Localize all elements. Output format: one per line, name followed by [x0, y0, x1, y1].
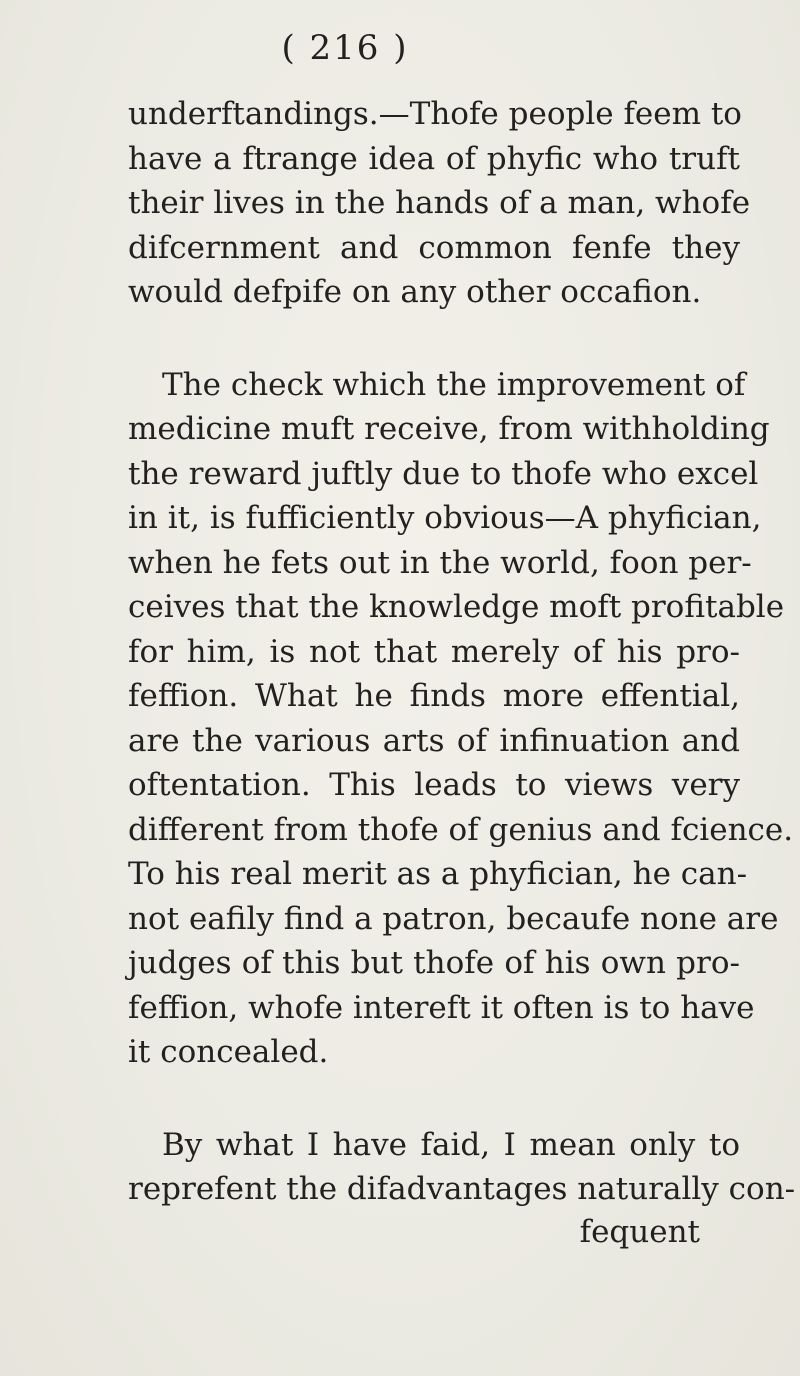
text-line: By what I have faid, I mean only to: [162, 1126, 740, 1163]
text-line: oftentation. This leads to views very: [128, 767, 740, 803]
text-line: feffion. What he finds more effential,: [128, 678, 740, 714]
text-line: reprefent the difadvantages naturally con-: [128, 1171, 796, 1207]
text-line: the reward juftly due to thofe who excel: [128, 455, 759, 492]
text-line: not eafily find a patron, becaufe none are: [128, 900, 779, 937]
paragraph-2: [128, 363, 794, 1075]
text-line: difcernment and common fenfe they: [128, 229, 740, 266]
text-line: judges of this but thofe of his own pro-: [128, 945, 740, 981]
text-line: The check which the improvement of: [162, 366, 746, 403]
text-line: it concealed.: [128, 1034, 329, 1070]
body-text: [128, 92, 796, 1254]
paragraph-1: [128, 92, 751, 315]
text-line: are the various arts of infinuation and: [128, 722, 740, 759]
text-line: would defpife on any other occafion.: [128, 274, 702, 310]
catchword: fequent: [579, 1213, 700, 1250]
text-line: their lives in the hands of a man, whofe: [128, 185, 751, 221]
text-line: in it, is fufficiently obvious—A phyfician,: [128, 500, 762, 536]
text-line: different from thofe of genius and fcience.: [128, 811, 794, 848]
page-number: ( 216 ): [281, 28, 409, 68]
text-line: when he fets out in the world, foon per-: [128, 544, 752, 581]
text-line: have a ftrange idea of phyfic who truft: [128, 140, 740, 177]
text-line: To his real merit as a phyfician, he can-: [128, 856, 748, 892]
text-line: underftandings.—Thofe people feem to: [128, 96, 742, 132]
text-line: ceives that the knowledge moft profitable: [128, 589, 785, 625]
text-line: feffion, whofe intereft it often is to have: [128, 989, 755, 1026]
text-line: for him, is not that merely of his pro-: [128, 633, 740, 670]
text-line: medicine muft receive, from withholding: [128, 411, 770, 447]
paragraph-3: [128, 1123, 796, 1212]
